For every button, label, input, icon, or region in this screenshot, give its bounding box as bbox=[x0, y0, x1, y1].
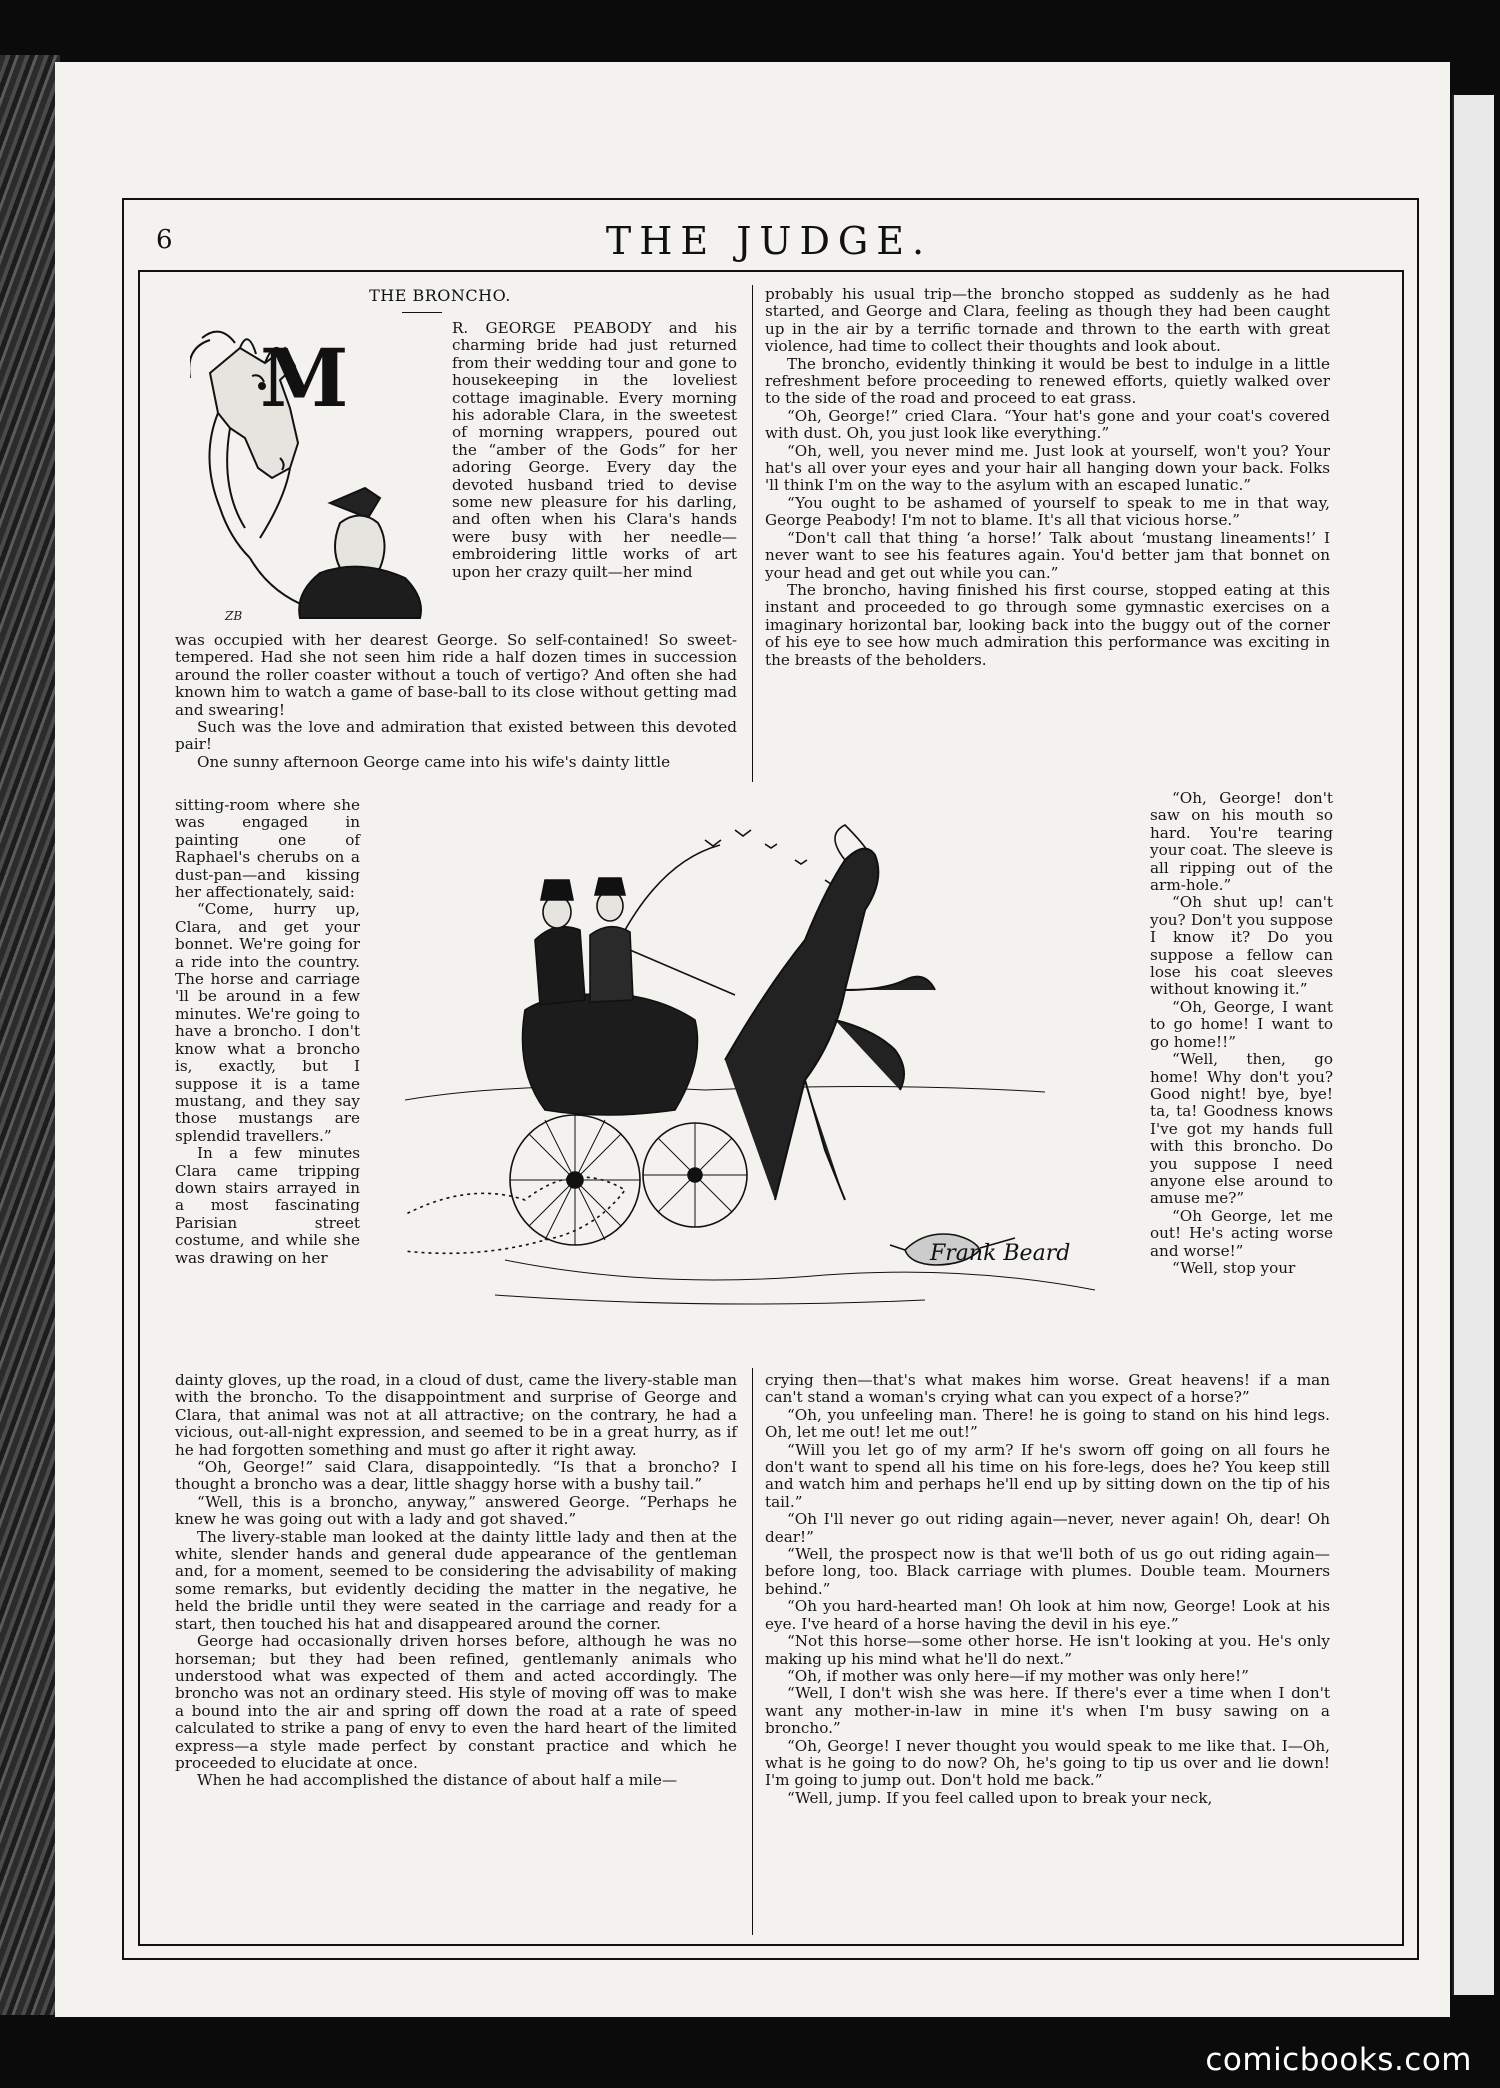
paragraph: “Oh, George!” said Clara, disappointedly. “Is that a broncho? I thought a broncho was a dear, little shaggy horse with a bushy tail.” bbox=[175, 1458, 737, 1494]
paragraph: George had occasionally driven horses before, although he was no horseman; but they had been refined, gentlemanly animals who understood what was expected of them and acted accordingly. The broncho was not an ordinary steed. His style of moving off was to make a bound into the air and spring off down the road at a rate of speed calculated to strike a pang of envy to even the hard heart of the limited express—a style made perfect by constant practice and which he proceeded to elucidate at once. bbox=[175, 1632, 737, 1772]
broncho-buggy-illustration bbox=[405, 820, 1105, 1320]
next-page-edge bbox=[1452, 95, 1494, 1995]
paragraph: “Oh, George, I want to go home! I want to go home!!” bbox=[1150, 997, 1333, 1051]
drop-cap-letter: M bbox=[260, 331, 349, 425]
paragraph: dainty gloves, up the road, in a cloud of dust, came the livery-stable man with the broncho. To the disappointment and surprise of George and Clara, that animal was not at all attractive; on the contrary, he had a vicious, out-all-night expression, and seemed to be in a great hurry, as if he had forgotten something and must go after it right away. bbox=[175, 1371, 737, 1459]
paragraph: “You ought to be ashamed of yourself to speak to me in that way, George Peabody! I'm not to blame. It's all that vicious horse.” bbox=[765, 493, 1330, 530]
paragraph: “Oh, George! I never thought you would speak to me like that. I—Oh, what is he going to do now? Oh, he's going to tip us over and lie down! I'm going to jump out. Don't hold me back.” bbox=[765, 1736, 1330, 1790]
paragraph: The broncho, evidently thinking it would be best to indulge in a little refreshment before proceeding to renewed efforts, quietly walked over to the side of the road and proceed to eat grass. bbox=[765, 354, 1330, 408]
paragraph: “Oh, George!” cried Clara. “Your hat's gone and your coat's covered with dust. Oh, you just look like everything.” bbox=[765, 406, 1330, 443]
paragraph: “Well, I don't wish she was here. If there's ever a time when I don't want any mother-in-law in mine it's when I'm busy sawing on a broncho.” bbox=[765, 1684, 1330, 1738]
paragraph: One sunny afternoon George came into his wife's dainty little bbox=[197, 752, 671, 771]
paragraph: “Oh, if mother was only here—if my mother was only here!” bbox=[787, 1666, 1249, 1685]
paragraph: The livery-stable man looked at the dainty little lady and then at the white, slender hands and general dude appearance of the gentleman and, for a moment, seemed to be considering the advisability of making some remarks, but evidently deciding the matter in the negative, he held the bridle until they were seated in the carriage and ready for a start, then touched his hat and disappeared around the corner. bbox=[175, 1527, 737, 1633]
column-1-bottom bbox=[175, 1372, 737, 1790]
paragraph: “Oh, George! don't saw on his mouth so hard. You're tearing your coat. The sleeve is all ripping out of the arm-hole.” bbox=[1150, 789, 1333, 895]
paragraph: “Don't call that thing ‘a horse!’ Talk about ‘mustang lineaments!’ I never want to see his features again. You'd better jam that bonnet on your head and get out while you can.” bbox=[765, 528, 1330, 582]
paragraph: probably his usual trip—the broncho stopped as suddenly as he had started, and George and Clara, feeling as though they had been caught up in the air by a terrific tornade and thrown to the earth with great violence, had time to collect their thoughts and look about. bbox=[765, 285, 1330, 356]
column-2-narrow bbox=[1150, 790, 1333, 1277]
paragraph: “Well, this is a broncho, anyway,” answered George. “Perhaps he knew he was going out with a lady and got shaved.” bbox=[175, 1492, 737, 1529]
paragraph: Such was the love and admiration that existed between this devoted pair! bbox=[175, 718, 737, 754]
paragraph: “Not this horse—some other horse. He isn't looking at you. He's only making up his mind what he'll do next.” bbox=[765, 1632, 1330, 1668]
paragraph: “Oh, well, you never mind me. Just look at yourself, won't you? Your hat's all over your eyes and your hair all hanging down your back. Folks 'll think I'm on the way to the asylum with an escaped lunatic.” bbox=[765, 441, 1330, 495]
paragraph: sitting-room where she was engaged in painting one of Raphael's cherubs on a dust-pan—and kissing her affectionately, said: bbox=[175, 796, 360, 902]
marbled-binding-edge bbox=[0, 55, 60, 2015]
paragraph: “Well, then, go home! Why don't you? Good night! bye, bye! ta, ta! Goodness knows I've got my hands full with this broncho. Do you suppose I need anyone else around to amuse me?” bbox=[1150, 1050, 1333, 1208]
paragraph: was occupied with her dearest George. So self-contained! So sweet-tempered. Had she not seen him ride a half dozen times in succession around the roller coaster without a touch of vertigo? And often she had known him to watch a game of base-ball to its close without getting mad and swearing! bbox=[175, 631, 737, 719]
column-1-intro bbox=[452, 320, 737, 581]
title-rule bbox=[402, 312, 442, 313]
paragraph: The broncho, having finished his first course, stopped eating at this instant and proceeded to go through some gymnastic exercises on a imaginary horizontal bar, looking back into the buggy out of the corner of his eye to see how much admiration this performance was exciting in the breasts of the beholders. bbox=[765, 580, 1330, 669]
drop-cap-illustration bbox=[190, 318, 440, 623]
paragraph: When he had accomplished the distance of about half a mile— bbox=[197, 1771, 678, 1790]
paragraph: “Oh I'll never go out riding again—never, never again! Oh, dear! Oh dear!” bbox=[765, 1510, 1330, 1546]
column-2-bottom bbox=[765, 1372, 1330, 1807]
paragraph: crying then—that's what makes him worse. Great heavens! if a man can't stand a woman's crying what can you expect of a horse?” bbox=[765, 1371, 1330, 1407]
paragraph: In a few minutes Clara came tripping down stairs arrayed in a most fascinating Parisian street costume, and while she was drawing on her bbox=[175, 1144, 360, 1267]
site-watermark[interactable]: comicbooks.com bbox=[1205, 2042, 1472, 2078]
masthead-title: THE JUDGE. bbox=[605, 219, 933, 263]
paragraph: “Well, jump. If you feel called upon to break your neck, bbox=[787, 1788, 1213, 1807]
paragraph: “Oh George, let me out! He's acting worse and worse!” bbox=[1150, 1206, 1333, 1260]
paragraph: R. GEORGE PEABODY and his charming bride had just returned from their wedding tour and gone to housekeeping in the loveliest cottage imaginable. Every morning his adorable Clara, in the sweetest of morning wrappers, poured out the “amber of the Gods” for her adoring George. Every day the devoted husband tried to devise some new pleasure for his darling, and often when his Clara's hands were busy with her needle—embroidering little works of art upon her crazy quilt—her mind bbox=[452, 319, 737, 581]
paragraph: “Come, hurry up, Clara, and get your bonnet. We're going for a ride into the country. The horse and carriage 'll be around in a few minutes. We're going to have a broncho. I don't know what a broncho is, exactly, but I suppose it is a tame mustang, and they say those mustangs are splendid travellers.” bbox=[175, 900, 360, 1145]
column-2-top bbox=[765, 286, 1330, 669]
column-divider bbox=[752, 285, 753, 782]
article-title: THE BRONCHO. bbox=[369, 286, 511, 305]
illustration-signature: Frank Beard bbox=[930, 1241, 1071, 1266]
column-1-continuation bbox=[175, 632, 737, 771]
column-1-narrow bbox=[175, 797, 360, 1267]
paragraph: “Oh you hard-hearted man! Oh look at him now, George! Look at his eye. I've heard of a horse having the devil in his eye.” bbox=[765, 1597, 1330, 1633]
paragraph: “Oh shut up! can't you? Don't you suppose I know it? Do you suppose a fellow can lose his coat sleeves without knowing it.” bbox=[1150, 893, 1333, 999]
paragraph: “Will you let go of my arm? If he's sworn off going on all fours he don't want to spend all his time on his fore-legs, does he? You keep still and watch him and perhaps he'll end up by sitting down on the tip of his tail.” bbox=[765, 1440, 1330, 1511]
page-number: 6 bbox=[156, 225, 173, 255]
paragraph: “Oh, you unfeeling man. There! he is going to stand on his hind legs. Oh, let me out! let me out!” bbox=[765, 1405, 1330, 1442]
paragraph: “Well, stop your bbox=[1172, 1258, 1296, 1277]
page-header bbox=[138, 215, 1400, 265]
paragraph: “Well, the prospect now is that we'll both of us go out riding again—before long, too. Black carriage with plumes. Double team. Mourners behind.” bbox=[765, 1545, 1330, 1598]
column-divider bbox=[752, 1368, 753, 1935]
initial-signature: ZB bbox=[225, 609, 243, 623]
